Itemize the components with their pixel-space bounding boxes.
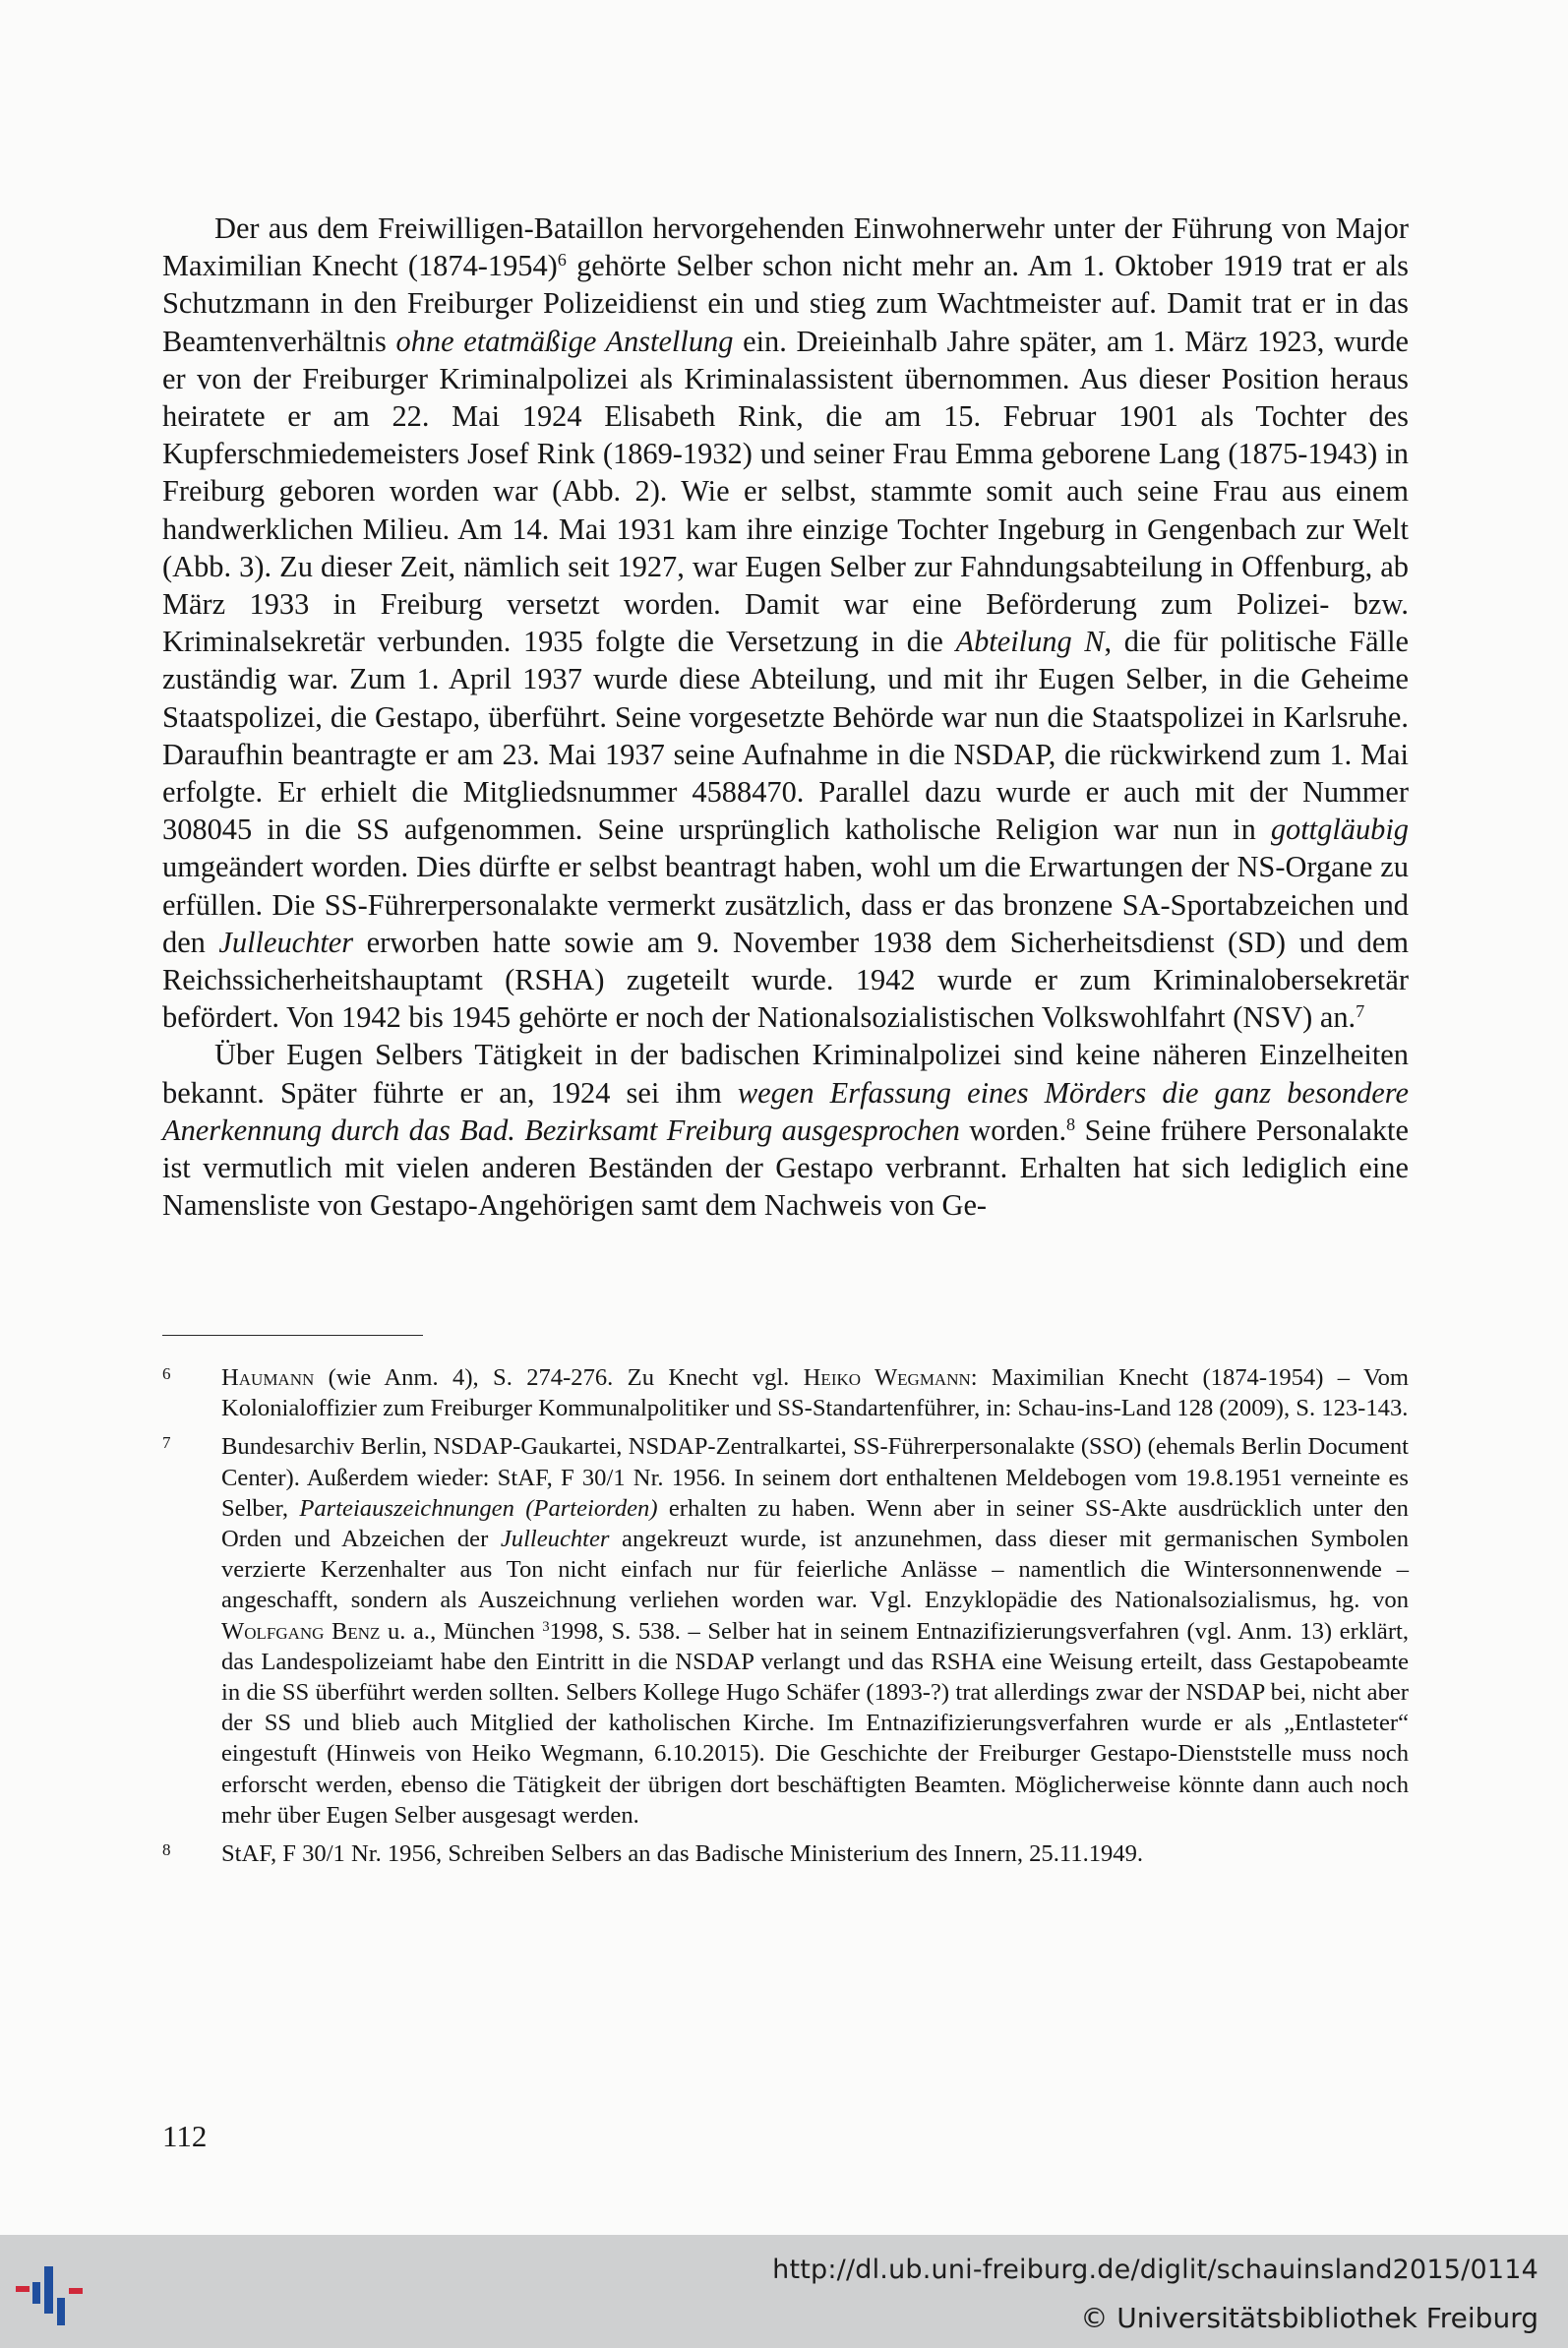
footnote-number: 8: [162, 1840, 171, 1860]
paragraph-2: Über Eugen Selbers Tätigkeit in der badischen Kriminalpolizei sind keine näheren Einzelheiten bekannt. Später führte er an, 1924 sei ihm wegen Erfassung eines Mörders die ganz besondere Anerkennung durch das Bad. Bezirksamt Freiburg ausgesprochen worden.$^8$ Seine frühere Personalakte ist vermutlich mit vielen anderen Beständen der Gestapo verbrannt. Erhalten hat sich lediglich eine Namensliste von Gestapo-Angehörigen samt dem Nachweis von Ge-: [162, 1038, 1409, 1223]
footnote-text: Haumann (wie Anm. 4), S. 274-276. Zu Knecht vgl. Heiko Wegmann: Maximilian Knecht (1874-1954) – Vom Kolonialoffizier zum Freiburger Kommunalpolitiker und SS-Standartenführer, in: Schau-ins-Land 128 (2009), S. 123-143.: [221, 1364, 1409, 1422]
source-url-link[interactable]: http://dl.ub.uni-freiburg.de/diglit/schauinsland2015/0114: [772, 2255, 1538, 2285]
footnote-6: [162, 1362, 1409, 1423]
footnote-separator: [162, 1335, 423, 1336]
footnote-8: [162, 1838, 1409, 1869]
footer-band: [0, 2235, 1568, 2348]
footnote-text: Bundesarchiv Berlin, NSDAP-Gaukartei, NSDAP-Zentralkartei, SS-Führerpersonalakte (SSO) (ehemals Berlin Document Center). Außerdem wieder: StAF, F 30/1 Nr. 1956. In seinem dort enthaltenen Meldebogen vom 19.8.1951 verneinte es Selber, Parteiauszeichnungen (Parteiorden) erhalten zu haben. Wenn aber in seiner SS-Akte ausdrücklich unter den Orden und Abzeichen der Julleuchter angekreuzt wurde, ist anzunehmen, dass dieser mit germanischen Symbolen verzierte Kerzenhalter aus Ton nicht einfach nur für feierliche Anlässe – namentlich die Wintersonnenwende – angeschafft, sondern als Auszeichnung verliehen worden war. Vgl. Enzyklopädie des Nationalsozialismus, hg. von Wolfgang Benz u. a., München $^3$1998, S. 538. – Selber hat in seinem Entnazifizierungsverfahren (vgl. Anm. 13) erklärt, das Landespolizeiamt habe den Eintritt in die NSDAP verlangt und das RSHA eine Weisung erteilt, dass Gestapobeamte in die SS überführt werden sollten. Selbers Kollege Hugo Schäfer (1893-?) trat allerdings zwar der NSDAP bei, nicht aber der SS und blieb auch Mitglied der katholischen Kirche. Im Entnazifizierungsverfahren wurde er als „Entlasteter“ eingestuft (Hinweis von Heiko Wegmann, 6.10.2015). Die Geschichte der Freiburger Gestapo-Dienststelle muss noch erforscht werden, ebenso die Tätigkeit der übrigen dort beschäftigten Beamten. Möglicherweise könnte dann auch noch mehr über Eugen Selber ausgesagt werden.: [221, 1433, 1409, 1829]
footnote-ref-7: 7: [1356, 1001, 1365, 1022]
copyright-notice: © Universitätsbibliothek Freiburg: [1080, 2302, 1538, 2334]
footnote-ref-8: 8: [1066, 1114, 1076, 1134]
footnote-text: StAF, F 30/1 Nr. 1956, Schreiben Selbers an das Badische Ministerium des Innern, 25.11.1949.: [221, 1840, 1144, 1868]
footnotes: [162, 1362, 1409, 1877]
ub-freiburg-logo-icon: [16, 2253, 100, 2331]
footnote-ref-6: 6: [557, 250, 567, 271]
footnote-number: 7: [162, 1433, 171, 1453]
footnote-7: [162, 1431, 1409, 1831]
footnote-number: 6: [162, 1364, 171, 1383]
paragraph-1: Der aus dem Freiwilligen-Bataillon hervorgehenden Einwohnerwehr unter der Führung von Major Maximilian Knecht (1874-1954)$^6$ gehörte Selber schon nicht mehr an. Am 1. Oktober 1919 trat er als Schutzmann in den Freiburger Polizeidienst ein und stieg zum Wachtmeister auf. Damit trat er in das Beamtenverhältnis ohne etatmäßige Anstellung ein. Dreieinhalb Jahre später, am 1. März 1923, wurde er von der Freiburger Kriminalpolizei als Kriminalassistent übernommen. Aus dieser Position heraus heiratete er am 22. Mai 1924 Elisabeth Rink, die am 15. Februar 1901 als Tochter des Kupferschmiedemeisters Josef Rink (1869-1932) und seiner Frau Emma geborene Lang (1875-1943) in Freiburg geboren worden war (Abb. 2). Wie er selbst, stammte somit auch seine Frau aus einem handwerklichen Milieu. Am 14. Mai 1931 kam ihre einzige Tochter Ingeburg in Gengenbach zur Welt (Abb. 3). Zu dieser Zeit, nämlich seit 1927, war Eugen Selber zur Fahndungsabteilung in Offenburg, ab März 1933 in Freiburg versetzt worden. Damit war eine Beförderung zum Polizei- bzw. Kriminalsekretär verbunden. 1935 folgte die Versetzung in die Abteilung N, die für politische Fälle zuständig war. Zum 1. April 1937 wurde diese Abteilung, und mit ihr Eugen Selber, in die Geheime Staatspolizei, die Gestapo, überführt. Seine vorgesetzte Behörde war nun die Staatspolizei in Karlsruhe. Daraufhin beantragte er am 23. Mai 1937 seine Aufnahme in die NSDAP, die rückwirkend zum 1. Mai erfolgte. Er erhielt die Mitgliedsnummer 4588470. Parallel dazu wurde er auch mit der Nummer 308045 in die SS aufgenommen. Seine ursprünglich katholische Religion war nun in gottgläubig umgeändert worden. Dies dürfte er selbst beantragt haben, wohl um die Erwartungen der NS-Organe zu erfüllen. Die SS-Führerpersonalakte vermerkt zusätzlich, dass er das bronzene SA-Sportabzeichen und den Julleuchter erworben hatte sowie am 9. November 1938 dem Sicherheitsdienst (SD) und dem Reichssicherheitshauptamt (RSHA) zugeteilt wurde. 1942 wurde er zum Kriminalobersekretär befördert. Von 1942 bis 1945 gehörte er noch der Nationalsozialistischen Volkswohlfahrt (NSV) an.$^7$: [162, 211, 1409, 1035]
body-text: [162, 210, 1409, 1224]
page-number: 112: [162, 2119, 208, 2153]
